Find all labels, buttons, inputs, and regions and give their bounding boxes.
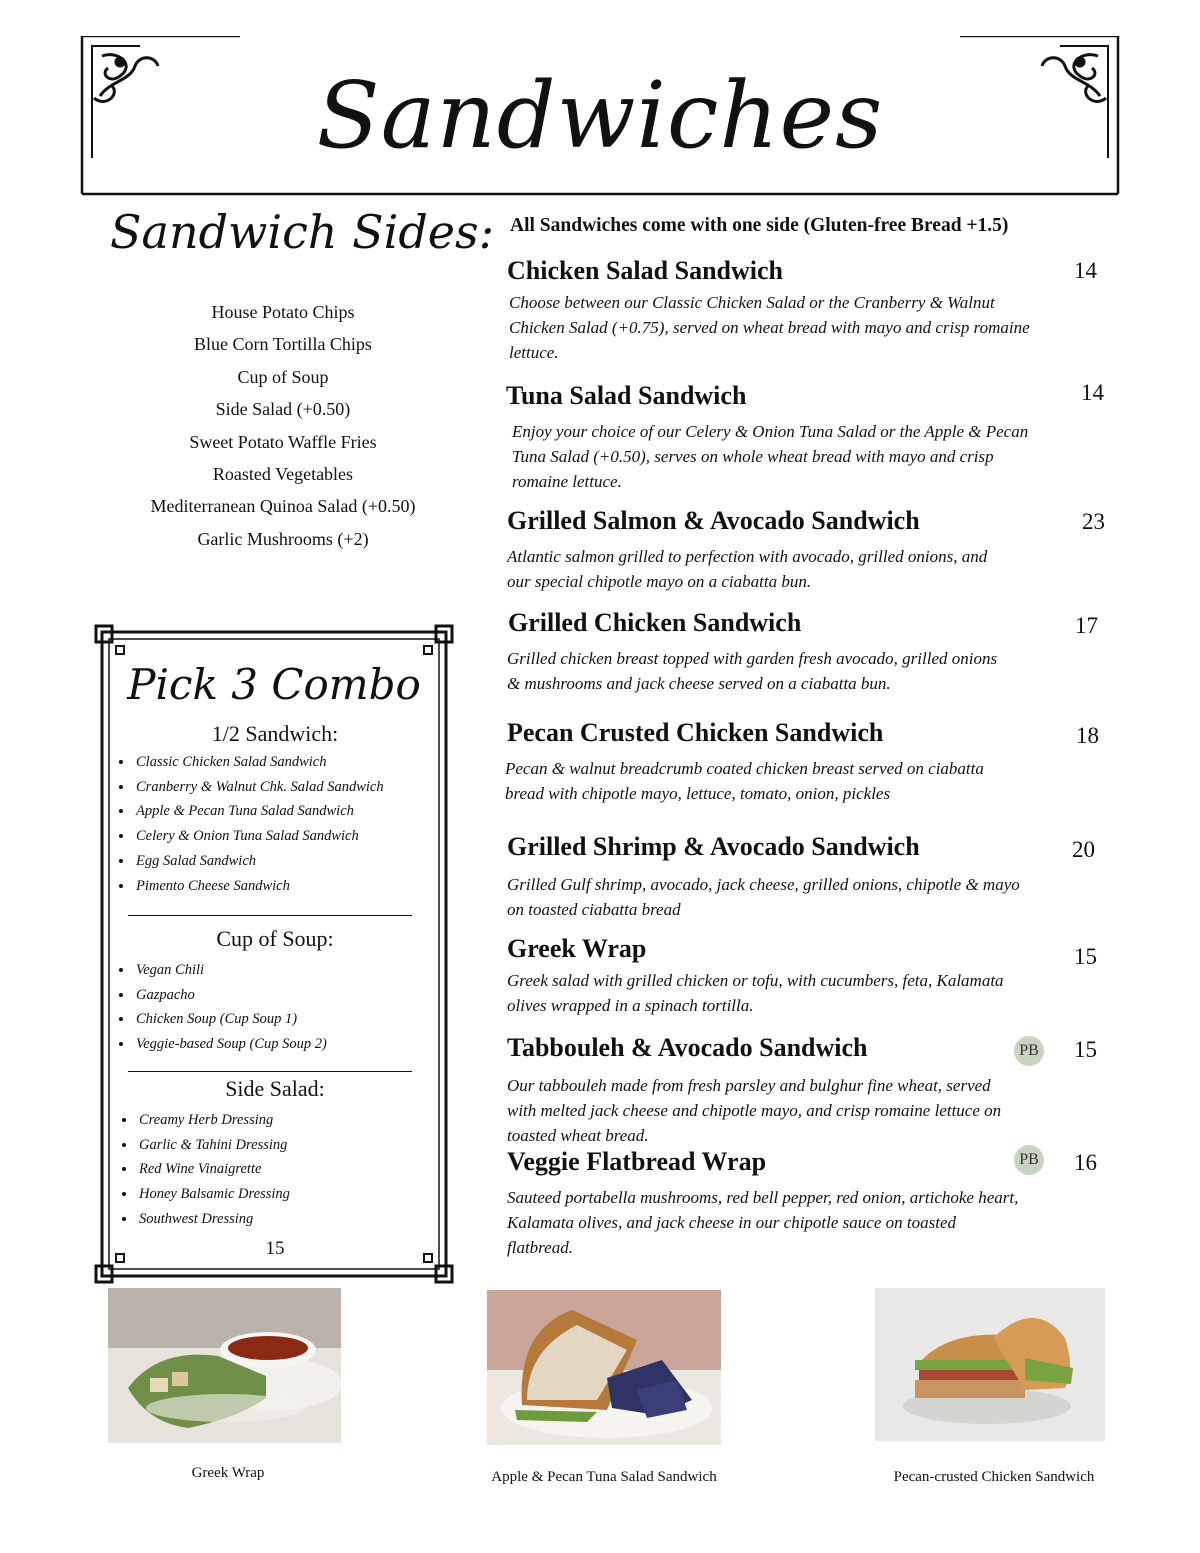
- combo-sandwich-list: [112, 750, 454, 898]
- combo-soup-list: [112, 958, 454, 1057]
- combo-title: Pick 3 Combo: [127, 660, 421, 709]
- menu-item-price: 18: [1076, 723, 1099, 748]
- sandwich-intro: All Sandwiches come with one side (Gluten-free Bread +1.5): [510, 215, 1009, 236]
- list-item: Sweet Potato Waffle Fries: [189, 431, 377, 452]
- photo-caption: Greek Wrap: [191, 1465, 265, 1481]
- menu-item-desc: Grilled chicken breast topped with garden fresh avocado, grilled onions & mushrooms and jack cheese served on a ciabatta bun.: [507, 649, 998, 693]
- list-item: • Vegan Chili: [134, 958, 454, 983]
- menu-item-name: Greek Wrap: [507, 934, 647, 963]
- menu-item-desc: Enjoy your choice of our Celery & Onion Tuna Salad or the Apple & Pecan Tuna Salad (+0.50), serves on whole wheat bread with mayo and crisp romaine lettuce.: [512, 422, 1029, 491]
- sides-title: Sandwich Sides:: [110, 205, 495, 259]
- combo-dressing-list: [115, 1108, 457, 1232]
- menu-item-desc: Grilled Gulf shrimp, avocado, jack cheese, grilled onions, chipotle & mayo on toasted ciabatta bread: [507, 875, 1020, 919]
- list-item: • Veggie-based Soup (Cup Soup 2): [134, 1032, 454, 1057]
- menu-item-name: Grilled Chicken Sandwich: [508, 608, 802, 637]
- list-item: • Classic Chicken Salad Sandwich: [134, 750, 454, 775]
- greek-wrap-photo: [108, 1288, 341, 1443]
- menu-item-price: 14: [1074, 258, 1097, 283]
- list-item: • Egg Salad Sandwich: [134, 849, 454, 874]
- sides-list: [118, 296, 448, 555]
- list-item: Garlic Mushrooms (+2): [197, 528, 369, 549]
- menu-item-name: Grilled Salmon & Avocado Sandwich: [507, 506, 920, 535]
- pecan-sandwich-photo: [875, 1288, 1105, 1441]
- list-item: Cup of Soup: [237, 366, 329, 387]
- combo-price: 15: [265, 1238, 285, 1259]
- page-title: Sandwiches: [316, 62, 884, 169]
- menu-item-price: 14: [1081, 380, 1104, 405]
- menu-item-name: Tuna Salad Sandwich: [506, 381, 747, 410]
- tuna-sandwich-photo: [487, 1290, 721, 1445]
- list-item: Mediterranean Quinoa Salad (+0.50): [150, 496, 416, 517]
- photo-caption: Pecan-crusted Chicken Sandwich: [893, 1469, 1095, 1485]
- menu-item-price: 16: [1074, 1150, 1097, 1175]
- plant-based-badge: PB: [1014, 1036, 1044, 1066]
- menu-item-name: Chicken Salad Sandwich: [507, 256, 783, 285]
- menu-item-price: 17: [1075, 613, 1098, 638]
- list-item: • Red Wine Vinaigrette: [137, 1157, 457, 1182]
- menu-item-desc: Sauteed portabella mushrooms, red bell pepper, red onion, artichoke heart, Kalamata olives, and jack cheese in our chipotle sauce on toasted flatbread.: [507, 1188, 1019, 1257]
- list-item: • Celery & Onion Tuna Salad Sandwich: [134, 824, 454, 849]
- list-item: • Creamy Herb Dressing: [137, 1108, 457, 1133]
- menu-item-name: Tabbouleh & Avocado Sandwich: [507, 1033, 868, 1062]
- list-item: • Garlic & Tahini Dressing: [137, 1133, 457, 1158]
- menu-item-desc: Choose between our Classic Chicken Salad or the Cranberry & Walnut Chicken Salad (+0.75), served on wheat bread with mayo and crisp romaine lettuce.: [509, 293, 1030, 362]
- menu-item-desc: Pecan & walnut breadcrumb coated chicken breast served on ciabatta bread with chipotle mayo, lettuce, tomato, onion, pickles: [505, 759, 984, 803]
- menu-item-name: Veggie Flatbread Wrap: [507, 1147, 767, 1176]
- divider: [128, 1071, 412, 1072]
- plant-based-badge: PB: [1014, 1145, 1044, 1175]
- menu-item-price: 23: [1082, 509, 1105, 534]
- list-item: • Cranberry & Walnut Chk. Salad Sandwich: [134, 775, 454, 800]
- menu-item-price: 15: [1074, 944, 1097, 969]
- list-item: Blue Corn Tortilla Chips: [194, 334, 372, 355]
- menu-item-desc: Our tabbouleh made from fresh parsley and bulghur fine wheat, served with melted jack cheese and chipotle mayo, and crisp romaine lettuce on toasted wheat bread.: [507, 1076, 1002, 1145]
- list-item: • Apple & Pecan Tuna Salad Sandwich: [134, 799, 454, 824]
- list-item: Side Salad (+0.50): [215, 399, 351, 420]
- photo-caption: Apple & Pecan Tuna Salad Sandwich: [491, 1469, 717, 1485]
- divider: [128, 915, 412, 916]
- list-item: • Pimento Cheese Sandwich: [134, 874, 454, 899]
- combo-sandwich-heading: 1/2 Sandwich:: [211, 721, 339, 746]
- menu-item-name: Pecan Crusted Chicken Sandwich: [507, 718, 884, 747]
- menu-item-desc: Greek salad with grilled chicken or tofu, with cucumbers, feta, Kalamata olives wrapped in a spinach tortilla.: [507, 971, 1004, 1015]
- list-item: • Gazpacho: [134, 983, 454, 1008]
- menu-item-name: Grilled Shrimp & Avocado Sandwich: [507, 832, 920, 861]
- menu-item-desc: Atlantic salmon grilled to perfection with avocado, grilled onions, and our special chipotle mayo on a ciabatta bun.: [507, 547, 988, 591]
- list-item: Roasted Vegetables: [212, 464, 354, 485]
- list-item: • Chicken Soup (Cup Soup 1): [134, 1007, 454, 1032]
- combo-salad-heading: Side Salad:: [225, 1076, 325, 1101]
- list-item: House Potato Chips: [211, 302, 355, 322]
- menu-item-price: 15: [1074, 1037, 1097, 1062]
- list-item: • Honey Balsamic Dressing: [137, 1182, 457, 1207]
- menu-item-price: 20: [1072, 837, 1095, 862]
- list-item: • Southwest Dressing: [137, 1207, 457, 1232]
- combo-soup-heading: Cup of Soup:: [216, 926, 334, 951]
